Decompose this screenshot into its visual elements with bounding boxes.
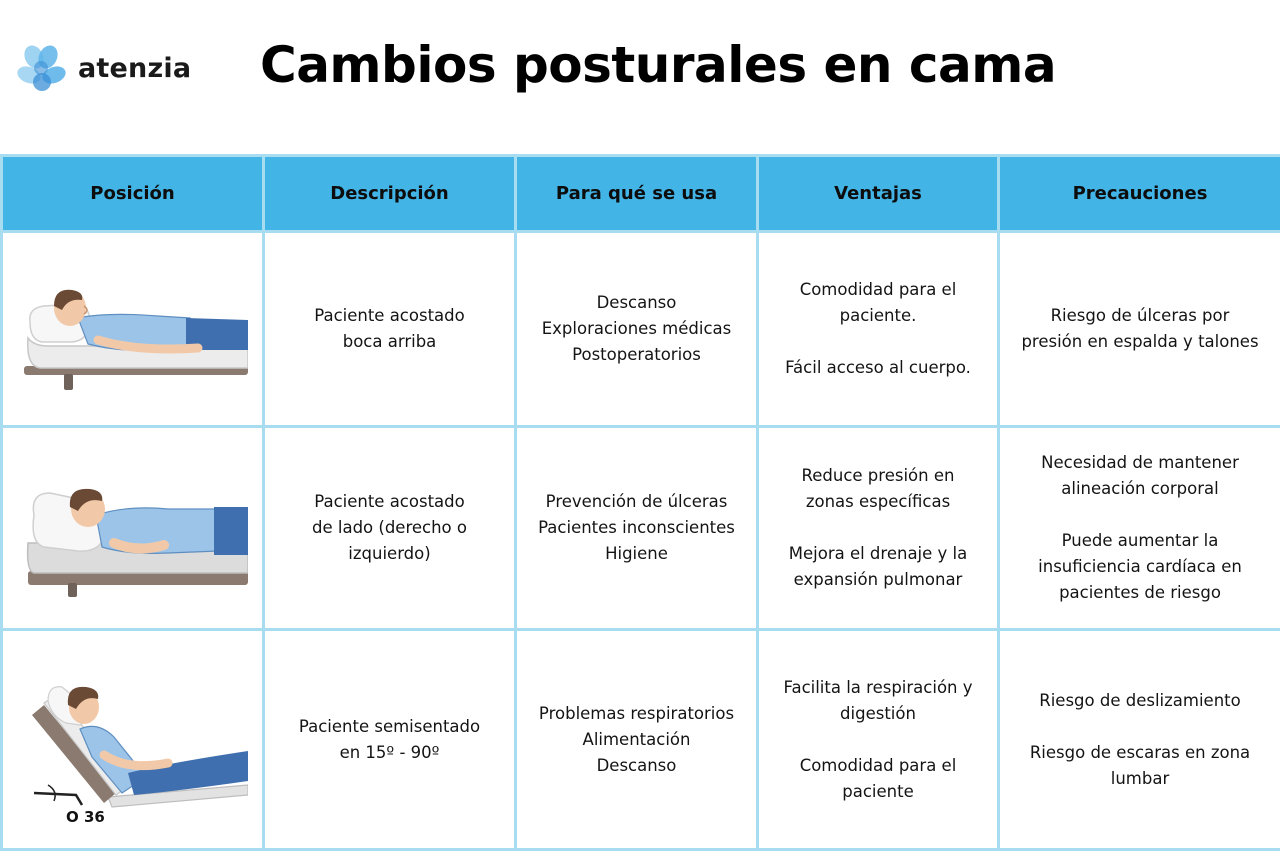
use-line: Alimentación [531, 727, 742, 753]
description-line: Paciente acostado [279, 489, 500, 515]
use-line: Pacientes inconscientes [531, 515, 742, 541]
description-line: Paciente acostado [279, 303, 500, 329]
advantage-line: Reduce presión en [773, 463, 983, 489]
advantages-cell [758, 630, 999, 850]
brand-logo [16, 42, 191, 94]
table-row [2, 427, 1280, 630]
postural-changes-table [0, 154, 1280, 851]
precaution-line: presión en espalda y talones [1014, 329, 1266, 355]
advantage-line: expansión pulmonar [773, 567, 983, 593]
table-row [2, 232, 1280, 427]
header-posicion: Posición [2, 156, 264, 232]
uses-cell [516, 630, 758, 850]
description-line: de lado (derecho o [279, 515, 500, 541]
header-usos: Para qué se usa [516, 156, 758, 232]
advantage-line: digestión [773, 701, 983, 727]
use-line: Descanso [531, 753, 742, 779]
position-cell [2, 232, 264, 427]
description-cell [264, 427, 516, 630]
advantage-line: Facilita la respiración y [773, 675, 983, 701]
use-line: Prevención de úlceras [531, 489, 742, 515]
advantages-cell [758, 427, 999, 630]
uses-cell [516, 232, 758, 427]
page-title: Cambios posturales en cama [260, 36, 1056, 94]
table-header-row [2, 156, 1280, 232]
precautions-cell [999, 427, 1280, 630]
precaution-line: Puede aumentar la [1014, 528, 1266, 554]
description-line: boca arriba [279, 329, 500, 355]
precautions-cell [999, 630, 1280, 850]
patient-side-lying-illustration [18, 443, 248, 613]
description-cell [264, 630, 516, 850]
description-cell [264, 232, 516, 427]
precaution-line: lumbar [1014, 766, 1266, 792]
brand-name: atenzia [78, 53, 191, 84]
advantage-line: Mejora el drenaje y la [773, 541, 983, 567]
header-ventajas: Ventajas [758, 156, 999, 232]
description-line: en 15º - 90º [279, 740, 500, 766]
page-header [0, 0, 1280, 150]
atenzia-logo-icon [16, 42, 68, 94]
use-line: Problemas respiratorios [531, 701, 742, 727]
advantage-line: paciente. [773, 303, 983, 329]
use-line: Higiene [531, 541, 742, 567]
table-row [2, 630, 1280, 850]
use-line: Exploraciones médicas [531, 316, 742, 342]
position-cell [2, 427, 264, 630]
uses-cell [516, 427, 758, 630]
precaution-line: insuficiencia cardíaca en [1014, 554, 1266, 580]
patient-semi-seated-illustration [18, 645, 248, 835]
description-line: izquierdo) [279, 541, 500, 567]
use-line: Descanso [531, 290, 742, 316]
precaution-line: Necesidad de mantener [1014, 450, 1266, 476]
precautions-cell [999, 232, 1280, 427]
advantage-line: paciente [773, 779, 983, 805]
angle-label: O 36 [66, 808, 105, 826]
precaution-line: pacientes de riesgo [1014, 580, 1266, 606]
header-precauciones: Precauciones [999, 156, 1280, 232]
precaution-line: Riesgo de deslizamiento [1014, 688, 1266, 714]
precaution-line: Riesgo de úlceras por [1014, 303, 1266, 329]
advantage-line: Comodidad para el [773, 753, 983, 779]
position-cell [2, 630, 264, 850]
advantage-line: zonas específicas [773, 489, 983, 515]
description-line: Paciente semisentado [279, 714, 500, 740]
precaution-line: Riesgo de escaras en zona [1014, 740, 1266, 766]
patient-supine-illustration [18, 254, 248, 404]
use-line: Postoperatorios [531, 342, 742, 368]
advantage-line: Fácil acceso al cuerpo. [773, 355, 983, 381]
header-descripcion: Descripción [264, 156, 516, 232]
precaution-line: alineación corporal [1014, 476, 1266, 502]
advantage-line: Comodidad para el [773, 277, 983, 303]
advantages-cell [758, 232, 999, 427]
